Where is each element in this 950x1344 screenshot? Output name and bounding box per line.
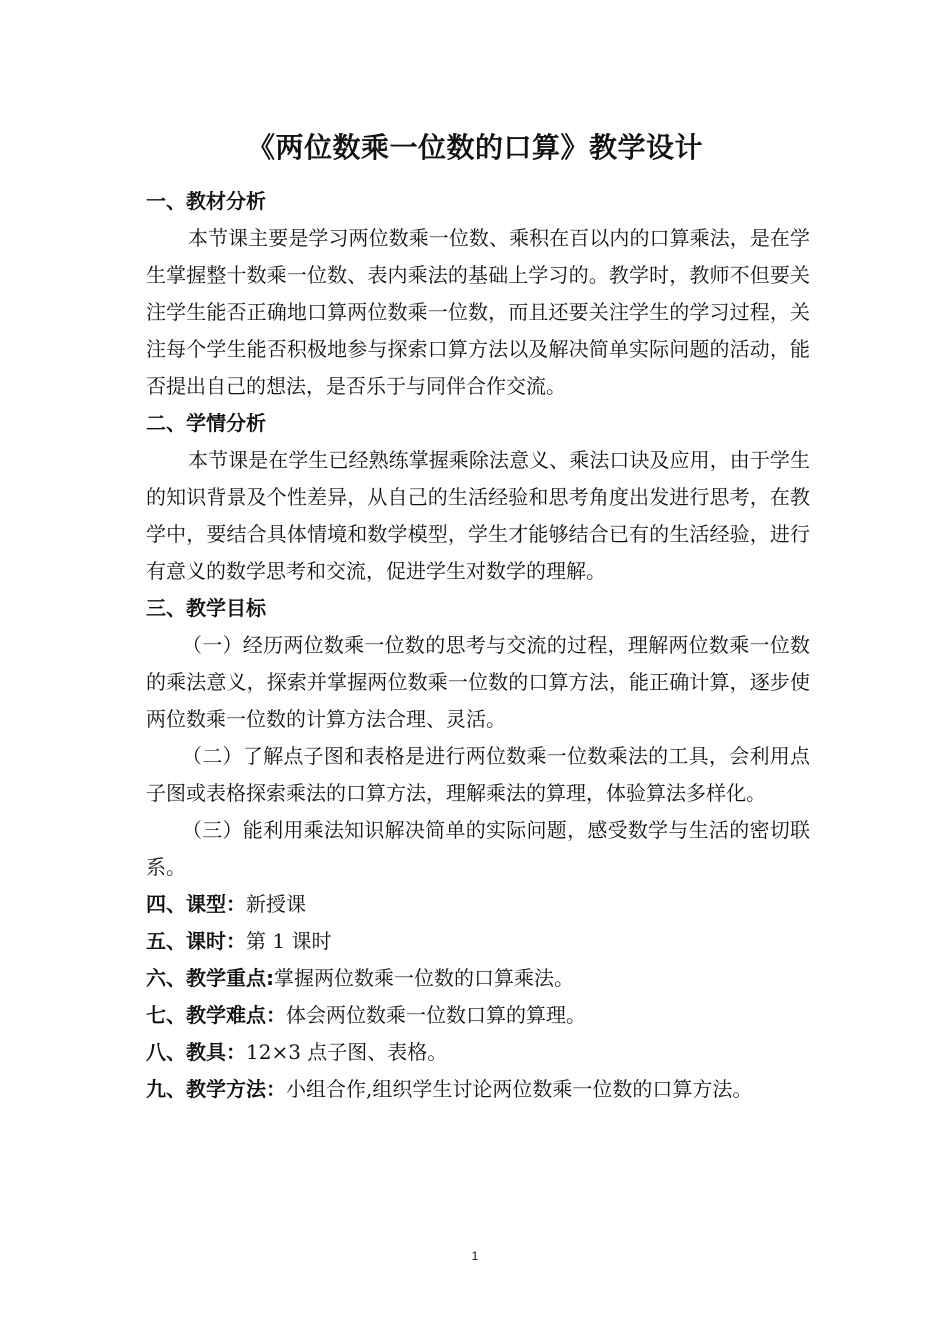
section-body-textbook-analysis: 本节课主要是学习两位数乘一位数、乘积在百以内的口算乘法，是在学生掌握整十数乘一位数、表内乘法的基础上学习的。教学时，教师不但要关注学生能否正确地口算两位数乘一位数，而且还要关注学生的学习过程，关注每个学生能否积极地参与探索口算方法以及解决简单实际问题的活动，能否提出自己的想法，是否乐于与同伴合作交流。 — [146, 226, 810, 398]
section-heading-student-analysis: 二、学情分析 — [146, 411, 266, 435]
teaching-methods-line — [146, 1071, 810, 1108]
objective-item: （一）经历两位数乘一位数的思考与交流的过程，理解两位数乘一位数的乘法意义，探索并掌握两位数乘一位数的口算方法，能正确计算，逐步使两位数乘一位数的计算方法合理、灵活。 — [146, 633, 810, 731]
section-heading-textbook-analysis: 一、教材分析 — [146, 189, 266, 213]
teaching-methods-label: 九、教学方法： — [146, 1077, 286, 1101]
class-hours-line — [146, 923, 810, 960]
key-points-value: 掌握两位数乘一位数的口算乘法。 — [274, 966, 574, 990]
document-title: 《两位数乘一位数的口算》教学设计 — [246, 131, 703, 164]
lesson-type-line — [146, 886, 810, 923]
objective-item: （三）能利用乘法知识解决简单的实际问题，感受数学与生活的密切联系。 — [146, 818, 810, 879]
difficulties-line — [146, 997, 810, 1034]
lesson-type-value: 新授课 — [246, 892, 306, 916]
difficulties-label: 七、教学难点： — [146, 1003, 286, 1027]
section-body-student-analysis: 本节课是在学生已经熟练掌握乘除法意义、乘法口诀及应用，由于学生的知识背景及个性差异，从自己的生活经验和思考角度出发进行思考，在教学中，要结合具体情境和数学模型，学生才能够结合已有的生活经验，进行有意义的数学思考和交流，促进学生对数学的理解。 — [146, 448, 810, 583]
objective-item: （二）了解点子图和表格是进行两位数乘一位数乘法的工具，会利用点子图或表格探索乘法的口算方法，理解乘法的算理，体验算法多样化。 — [146, 744, 810, 805]
document-body — [146, 183, 810, 1108]
lesson-type-label: 四、课型： — [146, 892, 246, 916]
difficulties-value: 体会两位数乘一位数口算的算理。 — [286, 1003, 586, 1027]
teaching-methods-value: 小组合作,组织学生讨论两位数乘一位数的口算方法。 — [286, 1077, 753, 1101]
class-hours-value: 第 1 课时 — [246, 929, 332, 953]
page-number: 1 — [471, 1249, 479, 1263]
key-points-line — [146, 960, 810, 997]
teaching-aids-value: 12×3 点子图、表格。 — [246, 1040, 448, 1064]
key-points-label: 六、教学重点: — [146, 966, 274, 990]
teaching-aids-line — [146, 1034, 810, 1071]
teaching-aids-label: 八、教具： — [146, 1040, 246, 1064]
class-hours-label: 五、课时： — [146, 929, 246, 953]
section-heading-teaching-objectives: 三、教学目标 — [146, 596, 266, 620]
